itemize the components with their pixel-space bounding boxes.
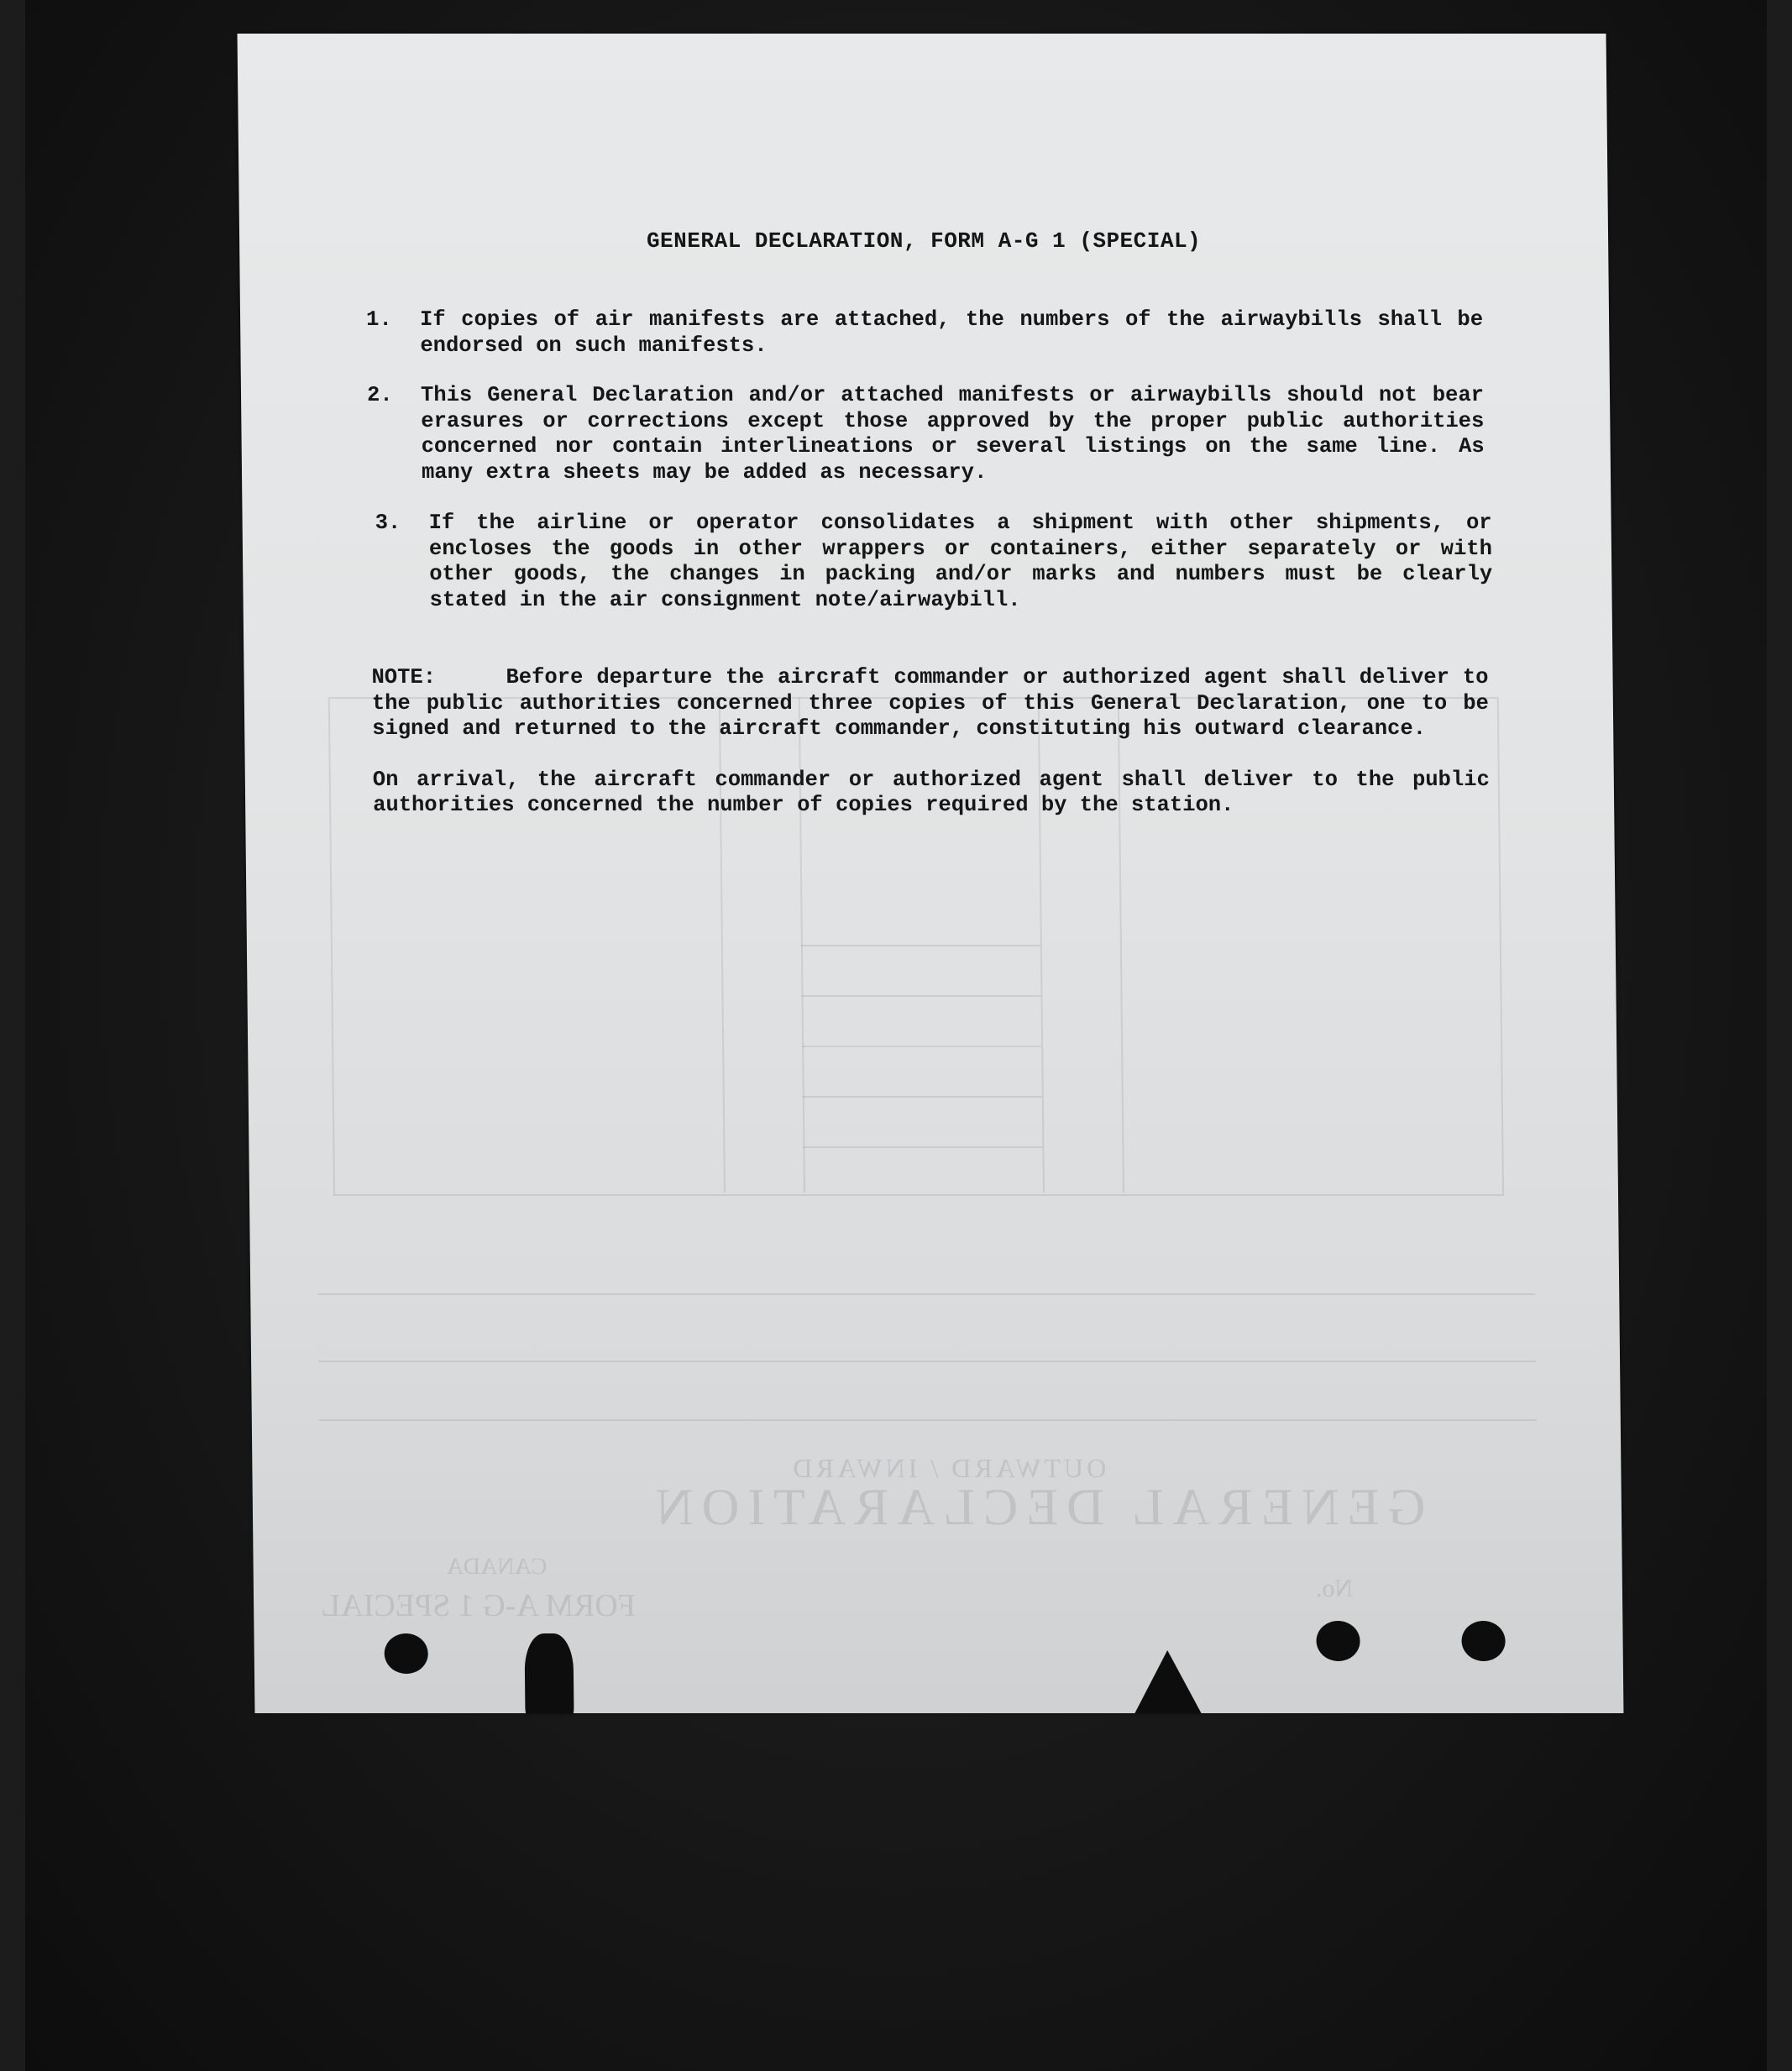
show-through-rule [317, 1293, 1535, 1295]
punch-hole [384, 1633, 428, 1674]
note-paragraph [371, 665, 1489, 742]
show-through-rule [801, 945, 1040, 946]
show-through-rule [802, 1046, 1041, 1047]
item-text: If the airline or operator consolidates a shipment with other shipments, or encloses the goods in other wrappers or containers, either separately or with other goods, the changes in packing and/or marks and numbers must be clearly stated in the air consignment note/airwaybill. [428, 511, 1493, 612]
show-through-rule [803, 1096, 1042, 1098]
note-paragraph: On arrival, the aircraft commander or authorized agent shall deliver to the public authorities concerned the number of copies required by the station. [372, 767, 1490, 817]
item-text: This General Declaration and/or attached manifests or airwaybills should not bear erasures or corrections except those approved by the proper public authorities concerned nor contain interlineations or several listings on the same line. As many extra sheets may be added as necessary. [420, 383, 1485, 485]
document-title: GENERAL DECLARATION, FORM A-G 1 (SPECIAL) [646, 228, 1202, 254]
note-text: Before departure the aircraft commander or authorized agent shall deliver to the public authorities concerned three copies of this General Declaration, one to be signed and returned to the aircraft commander, constituting his outward clearance. [371, 665, 1490, 741]
note-label: NOTE: [371, 665, 437, 689]
show-through-number-label: No. [1315, 1575, 1354, 1602]
show-through-heading: GENERAL DECLARATION [647, 1479, 1426, 1536]
punch-hole [1316, 1621, 1360, 1661]
document-page [238, 34, 1624, 1713]
show-through-rule [319, 1419, 1537, 1421]
punch-hole [1461, 1621, 1506, 1661]
show-through-form-label: FORM A-G 1 SPECIAL [320, 1588, 637, 1623]
item-text: If copies of air manifests are attached, the numbers of the airwaybills shall be endorsed on such manifests. [419, 307, 1484, 358]
show-through-rule [803, 1146, 1042, 1148]
show-through-subheading: OUTWARD / INWARD [789, 1453, 1107, 1483]
item-number: 3. [375, 511, 401, 535]
item-number: 1. [365, 307, 392, 332]
paper-tear [1128, 1650, 1208, 1713]
show-through-country: CANADA [446, 1554, 548, 1580]
show-through-rule [802, 995, 1041, 997]
show-through-rule [318, 1361, 1536, 1362]
item-number: 2. [366, 383, 393, 407]
paper-tear [524, 1633, 574, 1713]
note-section [371, 665, 1490, 844]
